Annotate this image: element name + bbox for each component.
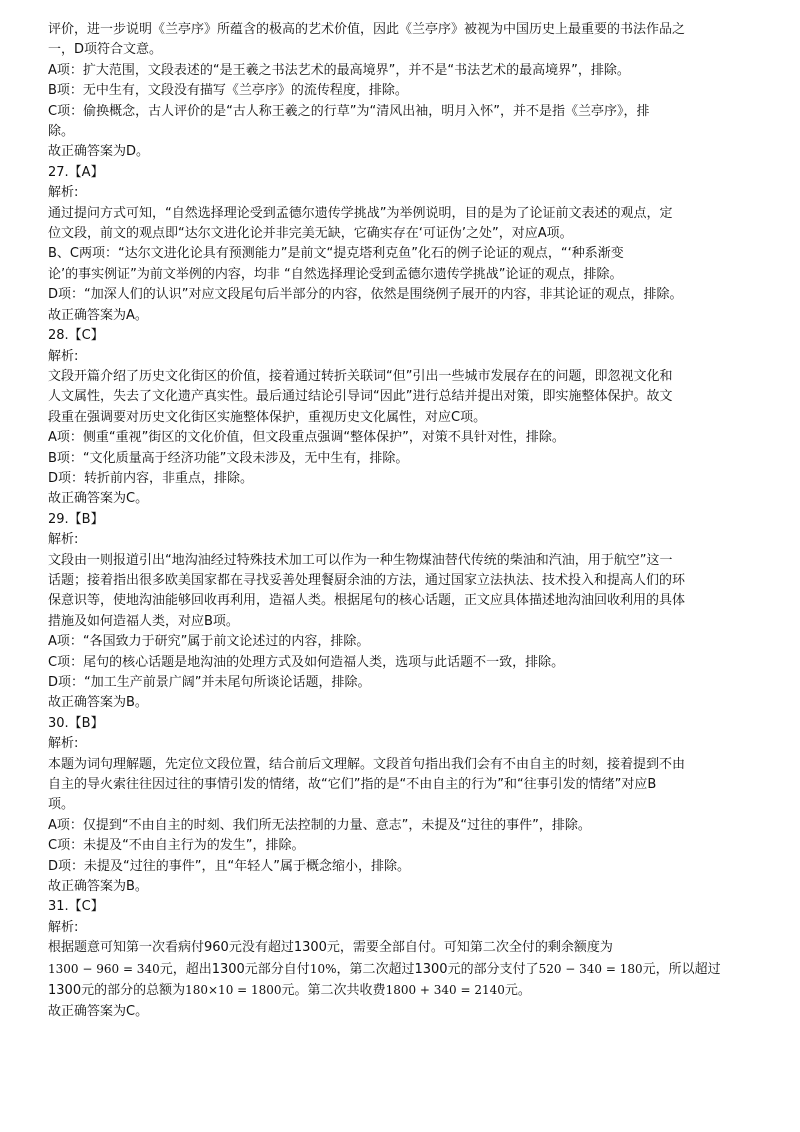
text-line: D项：未提及“过往的事件”，且“年轻人”属于概念缩小，排除。 bbox=[48, 858, 410, 874]
text-line: 保意识等，使地沟油能够回收再利用，造福人类。根据尾句的核心话题，正文应具体描述地沟油回收利用的具体 bbox=[48, 593, 686, 609]
formula: 520 − 340 = 180 bbox=[538, 961, 643, 976]
text-line: 解析: bbox=[48, 348, 79, 364]
text-line: B、C两项：“达尔文进化论具有预测能力”是前文“提克塔利克鱼”化石的例子论证的观点，“‘种系渐变 bbox=[48, 246, 624, 262]
answer-line: 故正确答案为C。 bbox=[48, 1003, 149, 1019]
text-line: 故正确答案为B。 bbox=[48, 695, 148, 711]
text-segment: 元。第二次共收费 bbox=[281, 983, 386, 999]
document-page bbox=[48, 20, 760, 1022]
text-line: 故正确答案为B。 bbox=[48, 879, 148, 895]
text-line: A项：侧重“重视”街区的文化价值，但文段重点强调“整体保护”，对策不具针对性，排除。 bbox=[48, 430, 565, 446]
text-line: B项：“文化质量高于经济功能”文段未涉及，无中生有，排除。 bbox=[48, 450, 409, 466]
text-segment: 元，所以超过 bbox=[642, 961, 721, 977]
text-segment: 元，超出1300元部分自付 bbox=[159, 961, 310, 977]
text-segment: 1300元的部分的总额为 bbox=[48, 983, 186, 999]
text-line: D项：“加深人们的认识”对应文段尾句后半部分的内容，依然是围绕例子展开的内容，非其论证的观点，排除。 bbox=[48, 287, 683, 303]
text-line: C项：尾句的核心话题是地沟油的处理方式及如何造福人类，选项与此话题不一致，排除。 bbox=[48, 654, 565, 670]
text-line: 位文段，前文的观点即“达尔文进化论并非完美无缺，它确实存在‘可证伪’之处”，对应A项。 bbox=[48, 226, 573, 242]
text-line: A项：仅提到“不由自主的时刻、我们所无法控制的力量、意志”，未提及“过往的事件”，排除。 bbox=[48, 817, 591, 833]
text-line: 29.【B】 bbox=[48, 511, 104, 527]
formula: 180×10 = 1800 bbox=[185, 983, 282, 998]
text-line: 解析: bbox=[48, 736, 79, 752]
text-line: 评价，进一步说明《兰亭序》所蕴含的极高的艺术价值，因此《兰亭序》被视为中国历史上最重要的书法作品之 bbox=[48, 22, 686, 37]
document-body bbox=[48, 20, 760, 959]
text-line: 解析: bbox=[48, 532, 79, 548]
text-line: A项：扩大范围，文段表述的“是王羲之书法艺术的最高境界”，并不是“书法艺术的最高境界”，排除。 bbox=[48, 62, 630, 78]
text-line: A项：“各国致力于研究”属于前文论述过的内容，排除。 bbox=[48, 634, 370, 650]
text-line: 自主的导火索往往因过往的事情引发的情绪，故“它们”指的是“不由自主的行为”和“往事引发的情绪”对应B bbox=[48, 777, 657, 793]
text-line: 文段开篇介绍了历史文化街区的价值，接着通过转折关联词“但”引出一些城市发展存在的问题，即忽视文化和 bbox=[48, 368, 673, 384]
text-line: 30.【B】 bbox=[48, 715, 104, 731]
text-line: 故正确答案为C。 bbox=[48, 491, 149, 507]
text-line: 解析: bbox=[48, 185, 79, 201]
formula: 10% bbox=[309, 961, 337, 976]
text-line: C项：偷换概念，古人评价的是“古人称王羲之的行草”为“清风出袖，明月入怀”，并不是指《兰亭序》，排 bbox=[48, 103, 650, 119]
text-line: 根据题意可知第一次看病付960元没有超过1300元，需要全部自付。可知第二次全付的剩余额度为 bbox=[48, 940, 613, 956]
text-line: 除。 bbox=[48, 124, 75, 140]
formula: 1300 − 960 = 340 bbox=[48, 961, 160, 976]
text-line: 解析: bbox=[48, 919, 79, 935]
text-line: 28.【C】 bbox=[48, 328, 104, 344]
formula: 1800 + 340 = 2140 bbox=[385, 983, 505, 998]
text-line: 故正确答案为A。 bbox=[48, 307, 148, 323]
text-line: 论’的事实例证”为前文举例的内容，均非 “自然选择理论受到孟德尔遗传学挑战”论证的观点，排除。 bbox=[48, 266, 623, 282]
text-line: 本题为词句理解题，先定位文段位置，结合前后文理解。文段首句指出我们会有不由自主的时刻，接着提到不由 bbox=[48, 756, 686, 772]
text-line: B项：无中生有，文段没有描写《兰亭序》的流传程度，排除。 bbox=[48, 83, 408, 99]
text-line: 人文属性，失去了文化遗产真实性。最后通过结论引导词“因此”进行总结并提出对策，即实施整体保护。故文 bbox=[48, 389, 673, 405]
text-line: 通过提问方式可知，“自然选择理论受到孟德尔遗传学挑战”为举例说明，目的是为了论证前文表述的观点，定 bbox=[48, 205, 673, 221]
text-line: 一，D项符合文意。 bbox=[48, 42, 163, 58]
text-segment: 元。 bbox=[504, 983, 531, 999]
calculation-line-1 bbox=[48, 959, 760, 980]
text-line: 27.【A】 bbox=[48, 164, 104, 180]
text-line: D项：“加工生产前景广阔”并未尾句所谈论话题，排除。 bbox=[48, 675, 371, 690]
text-line: 项。 bbox=[48, 797, 75, 813]
text-line: 文段由一则报道引出“地沟油经过特殊技术加工可以作为一种生物煤油替代传统的柴油和汽油，用于航空”这一 bbox=[48, 552, 673, 568]
text-line: 段重在强调要对历史文化街区实施整体保护，重视历史文化属性，对应C项。 bbox=[48, 409, 487, 425]
text-segment: ，第二次超过1300元的部分支付了 bbox=[336, 961, 539, 977]
text-line: C项：未提及“不由自主行为的发生”，排除。 bbox=[48, 838, 305, 854]
text-line: 31.【C】 bbox=[48, 899, 104, 915]
text-line: D项：转折前内容，非重点，排除。 bbox=[48, 470, 254, 486]
text-line: 措施及如何造福人类，对应B项。 bbox=[48, 613, 239, 629]
text-line: 故正确答案为D。 bbox=[48, 144, 150, 160]
calculation-line-2 bbox=[48, 980, 760, 1001]
text-line: 话题；接着指出很多欧美国家都在寻找妥善处理餐厨余油的方法，通过国家立法执法、技术投入和提高人们的环 bbox=[48, 572, 686, 588]
